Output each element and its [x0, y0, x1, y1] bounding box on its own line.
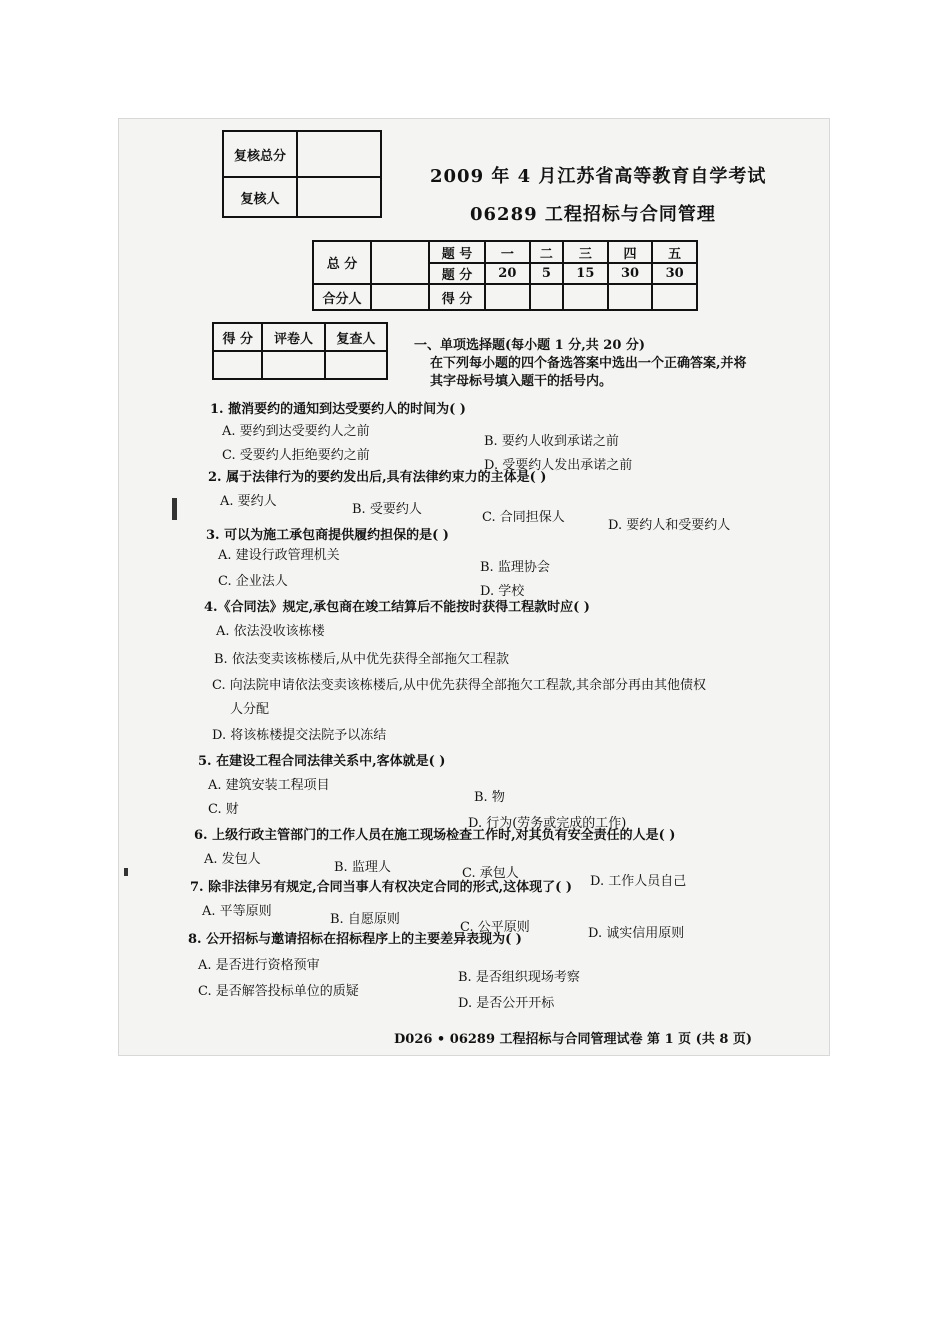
question-option: C. 财 — [208, 802, 239, 817]
question-option: D. 要约人和受要约人 — [608, 518, 731, 533]
question-option: A. 平等原则 — [202, 904, 272, 919]
total-cell — [371, 241, 429, 284]
grader-score-cell — [213, 351, 262, 379]
question-option: C. 企业法人 — [218, 574, 288, 589]
question-option: B. 监理协会 — [480, 560, 550, 575]
question-option: A. 建筑安装工程项目 — [208, 778, 330, 793]
points-cell: 5 — [530, 263, 563, 284]
checker-label: 复查人 — [325, 323, 387, 351]
scan-edge-mark — [124, 868, 128, 876]
question-stem: 3. 可以为施工承包商提供履约担保的是( ) — [206, 528, 449, 543]
question-option: D. 行为(劳务或完成的工作) — [468, 816, 627, 831]
points-cell: 30 — [652, 263, 697, 284]
question-option: A. 建设行政管理机关 — [218, 548, 340, 563]
question-no-label: 题 号 — [429, 241, 485, 263]
question-option: B. 监理人 — [334, 860, 391, 875]
question-option: C. 合同担保人 — [482, 510, 565, 525]
section-instruction: 其字母标号填入题干的括号内。 — [430, 374, 613, 389]
page-footer: D026 • 06289 工程招标与合同管理试卷 第 1 页 (共 8 页) — [394, 1032, 753, 1047]
reviewer-cell — [297, 177, 381, 217]
question-option: D. 受要约人发出承诺之前 — [484, 458, 633, 473]
question-option: C. 向法院申请依法变卖该栋楼后,从中优先获得全部拖欠工程款,其余部分再由其他债权 — [212, 678, 707, 693]
grader-box — [212, 322, 388, 380]
total-label: 总 分 — [313, 241, 371, 284]
question-option: C. 受要约人拒绝要约之前 — [222, 448, 370, 463]
question-stem: 8. 公开招标与邀请招标在招标程序上的主要差异表现为( ) — [188, 932, 522, 947]
review-box — [222, 130, 382, 218]
question-option: B. 是否组织现场考察 — [458, 970, 580, 985]
section-title: 一、单项选择题(每小题 1 分,共 20 分) — [414, 338, 646, 353]
question-option: B. 受要约人 — [352, 502, 422, 517]
score-cell — [485, 284, 530, 310]
exam-subtitle: 06289 工程招标与合同管理 — [470, 204, 716, 225]
review-total-label: 复核总分 — [223, 131, 297, 177]
combiner-label: 合分人 — [313, 284, 371, 310]
col-header: 四 — [608, 241, 653, 263]
points-cell: 30 — [608, 263, 653, 284]
question-stem: 2. 属于法律行为的要约发出后,具有法律约束力的主体是( ) — [208, 470, 547, 485]
question-option: C. 承包人 — [462, 866, 519, 881]
question-option: A. 发包人 — [204, 852, 261, 867]
question-stem: 6. 上级行政主管部门的工作人员在施工现场检查工作时,对其负有安全责任的人是( ) — [194, 828, 676, 843]
question-option: D. 诚实信用原则 — [588, 926, 685, 941]
question-option: D. 将该栋楼提交法院予以冻结 — [212, 728, 387, 743]
points-cell: 20 — [485, 263, 530, 284]
col-header: 一 — [485, 241, 530, 263]
review-total-cell — [297, 131, 381, 177]
checker-cell — [325, 351, 387, 379]
exam-title: 2009 年 4 月江苏省高等教育自学考试 — [430, 166, 767, 187]
question-option: A. 是否进行资格预审 — [198, 958, 320, 973]
question-option: A. 要约到达受要约人之前 — [222, 424, 370, 439]
question-stem: 7. 除非法律另有规定,合同当事人有权决定合同的形式,这体现了( ) — [190, 880, 572, 895]
scanned-exam-page — [118, 118, 830, 1056]
grader-score-label: 得 分 — [213, 323, 262, 351]
score-cell — [530, 284, 563, 310]
question-option: D. 学校 — [480, 584, 525, 599]
grader-label: 评卷人 — [262, 323, 324, 351]
question-option: B. 依法变卖该栋楼后,从中优先获得全部拖欠工程款 — [214, 652, 509, 667]
points-cell: 15 — [563, 263, 608, 284]
question-option: C. 是否解答投标单位的质疑 — [198, 984, 359, 999]
score-cell — [563, 284, 608, 310]
question-option: C. 公平原则 — [460, 920, 530, 935]
question-option: B. 自愿原则 — [330, 912, 400, 927]
question-option: D. 是否公开开标 — [458, 996, 555, 1011]
score-cell — [652, 284, 697, 310]
col-header: 二 — [530, 241, 563, 263]
reviewer-label: 复核人 — [223, 177, 297, 217]
col-header: 五 — [652, 241, 697, 263]
question-option: D. 工作人员自己 — [590, 874, 687, 889]
score-label: 得 分 — [429, 284, 485, 310]
question-stem: 4.《合同法》规定,承包商在竣工结算后不能按时获得工程款时应( ) — [204, 600, 590, 615]
grader-cell — [262, 351, 324, 379]
score-cell — [608, 284, 653, 310]
score-table — [312, 240, 698, 311]
col-header: 三 — [563, 241, 608, 263]
scan-edge-mark — [172, 498, 177, 520]
combiner-cell — [371, 284, 429, 310]
question-option: 人分配 — [230, 702, 270, 717]
question-option: B. 物 — [474, 790, 505, 805]
question-stem: 1. 撤消要约的通知到达受要约人的时间为( ) — [210, 402, 466, 417]
section-instruction: 在下列每小题的四个备选答案中选出一个正确答案,并将 — [430, 356, 747, 371]
question-option: B. 要约人收到承诺之前 — [484, 434, 619, 449]
question-option: A. 依法没收该栋楼 — [216, 624, 325, 639]
question-stem: 5. 在建设工程合同法律关系中,客体就是( ) — [198, 754, 446, 769]
question-option: A. 要约人 — [220, 494, 277, 509]
points-label: 题 分 — [429, 263, 485, 284]
